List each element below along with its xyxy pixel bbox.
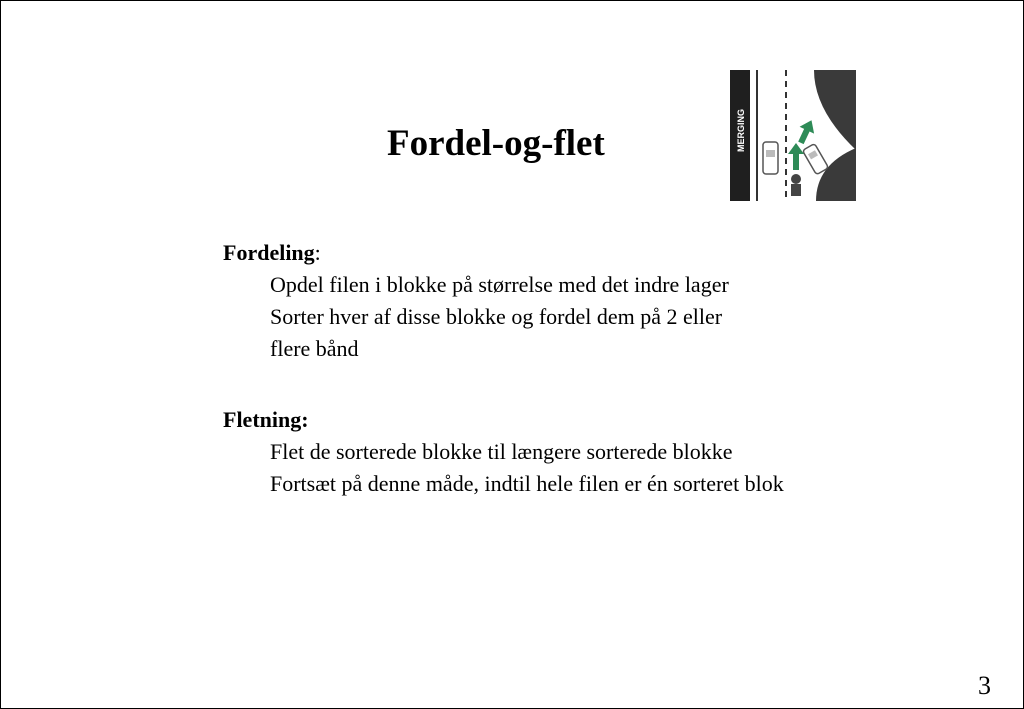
bullet-line: Sorter hver af disse blokke og fordel dem på 2 eller <box>270 304 723 329</box>
slide-title: Fordel-og-flet <box>387 123 605 164</box>
merging-road-sign <box>730 70 856 201</box>
section-heading-suffix: : <box>314 240 321 265</box>
section-heading-line <box>223 237 729 269</box>
bullet-line: Fortsæt på denne måde, indtil hele filen er én sorteret blok <box>270 471 784 496</box>
section-fordeling <box>223 237 729 365</box>
section-heading: Fordeling <box>223 240 315 265</box>
bullet-line: Opdel filen i blokke på størrelse med det indre lager <box>270 272 729 297</box>
bullet-line: flere bånd <box>270 336 359 361</box>
section-fletning <box>223 404 784 500</box>
page-number: 3 <box>978 671 991 700</box>
bullet-line: Flet de sorterede blokke til længere sorterede blokke <box>270 439 733 464</box>
sign-label: MERGING <box>736 108 746 152</box>
section-heading: Fletning: <box>223 407 309 432</box>
